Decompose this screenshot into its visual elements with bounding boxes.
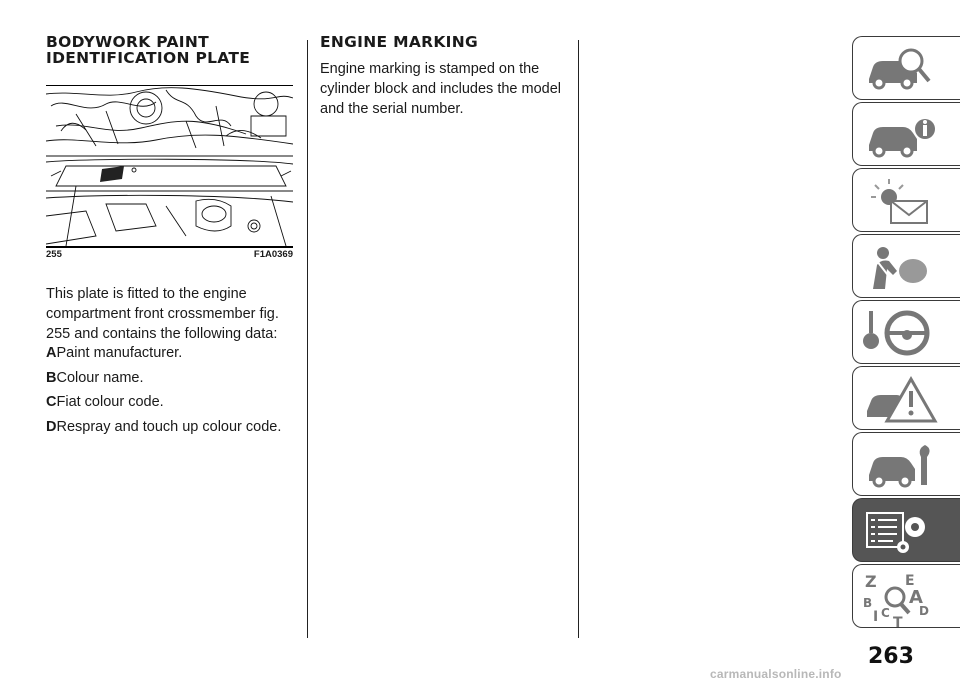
car-wrench-icon	[863, 439, 943, 489]
tab-emergency[interactable]	[852, 366, 960, 430]
svg-text:A: A	[909, 587, 923, 608]
list-item-text: Paint manufacturer.	[56, 345, 183, 361]
figure-rule	[46, 246, 293, 248]
watermark: carmanualsonline.info	[710, 667, 842, 681]
car-info-icon	[863, 109, 943, 159]
svg-text:I: I	[873, 609, 879, 625]
index-az-icon	[863, 571, 943, 627]
tab-servicing[interactable]	[852, 432, 960, 496]
engine-marking-text: Engine marking is stamped on the cylinder block and includes the model and the serial number.	[320, 61, 561, 117]
car-search-icon	[863, 43, 943, 93]
list-item-text: Respray and touch up colour code.	[56, 418, 282, 435]
list-item-key: C	[46, 394, 57, 410]
svg-text:T: T	[893, 615, 903, 627]
list-item	[46, 417, 306, 437]
column-divider	[307, 40, 308, 638]
engine-compartment-figure	[46, 85, 293, 246]
heading-line-1: BODYWORK PAINT	[46, 33, 210, 51]
steering-wheel-key-icon	[863, 307, 943, 357]
svg-text:Z: Z	[865, 572, 877, 591]
tab-technical-specifications[interactable]	[852, 498, 960, 562]
list-item-key: D	[46, 418, 57, 435]
bodywork-paint-heading	[46, 34, 306, 66]
svg-text:E: E	[905, 573, 915, 589]
figure-number: 255	[46, 249, 62, 260]
tab-car-info[interactable]	[852, 102, 960, 166]
figure-code: F1A0369	[253, 249, 293, 260]
list-item	[46, 343, 306, 363]
engine-line-drawing	[46, 86, 293, 246]
figure-caption	[46, 249, 293, 263]
tab-warning-lights[interactable]	[852, 168, 960, 232]
seatbelt-airbag-icon	[863, 241, 943, 291]
column-divider	[578, 40, 579, 638]
car-hazard-icon	[863, 373, 943, 423]
list-item-key: B	[46, 369, 57, 386]
warning-light-icon	[863, 175, 943, 225]
list-item-text: Colour name.	[56, 369, 144, 386]
tab-car-search[interactable]	[852, 36, 960, 100]
engine-marking-heading: ENGINE MARKING	[320, 33, 479, 51]
tab-safety[interactable]	[852, 234, 960, 298]
plate-data-list	[46, 343, 306, 441]
tab-index[interactable]	[852, 564, 960, 628]
page-number: 263	[868, 644, 914, 669]
plate-intro-text: This plate is fitted to the engine compartment front crossmember fig. 255 and contains the following data:	[46, 286, 279, 342]
list-item-key: A	[46, 345, 57, 361]
list-item	[46, 368, 306, 388]
svg-text:B: B	[863, 596, 873, 610]
specs-gear-icon	[863, 505, 943, 555]
tab-starting-driving[interactable]	[852, 300, 960, 364]
list-item	[46, 392, 306, 412]
svg-text:C: C	[881, 606, 890, 620]
list-item-text: Fiat colour code.	[56, 394, 164, 410]
heading-line-2: IDENTIFICATION PLATE	[46, 49, 251, 67]
svg-text:D: D	[919, 604, 929, 618]
